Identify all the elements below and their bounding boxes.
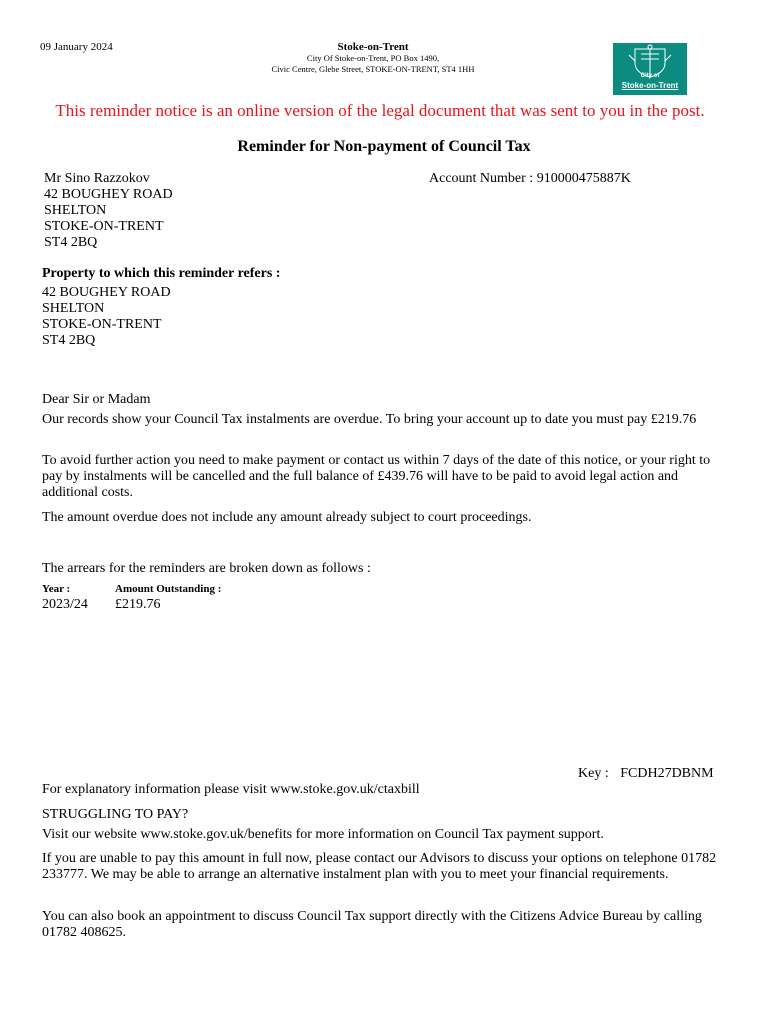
account-number-label: Account Number : xyxy=(429,171,534,186)
logo-text-main: Stoke-on-Trent xyxy=(621,81,679,90)
account-number xyxy=(429,171,631,187)
recipient-address xyxy=(44,171,173,251)
account-number-value: 910000475887K xyxy=(536,171,631,186)
property-address xyxy=(42,285,171,349)
explanatory-info: For explanatory information please visit www.stoke.gov.uk/ctaxbill xyxy=(42,782,420,797)
arrears-row-year: 2023/24 xyxy=(42,597,88,612)
citizens-advice-paragraph: You can also book an appointment to discuss Council Tax support directly with the Citizens Advice Bureau by calling 01782 408625. xyxy=(42,909,702,940)
arrears-intro: The arrears for the reminders are broken down as follows : xyxy=(42,561,371,576)
property-line3: STOKE-ON-TRENT xyxy=(42,317,162,332)
logo-text-small: City of xyxy=(640,73,660,79)
council-address-line2: Civic Centre, Glebe Street, STOKE-ON-TRENT, ST4 1HH xyxy=(271,64,475,74)
recipient-postcode: ST4 2BQ xyxy=(44,235,98,250)
overdue-paragraph: Our records show your Council Tax instalments are overdue. To bring your account up to date you must pay £219.76 xyxy=(42,412,697,427)
arrears-row-amount: £219.76 xyxy=(115,597,161,612)
online-version-notice: This reminder notice is an online version of the legal document that was sent to you in the post. xyxy=(55,101,705,120)
arrears-header-year: Year : xyxy=(42,583,71,595)
letter-date: 09 January 2024 xyxy=(40,41,113,53)
property-line2: SHELTON xyxy=(42,301,105,316)
court-proceedings-paragraph: The amount overdue does not include any amount already subject to court proceedings. xyxy=(42,510,532,525)
arrears-header-amount: Amount Outstanding : xyxy=(115,583,222,595)
advisors-paragraph: If you are unable to pay this amount in full now, please contact our Advisors to discuss your options on telephone 01782 233777. We may be able to arrange an alternative instalment plan with you to meet your financial requirements. xyxy=(42,851,717,882)
council-logo xyxy=(613,43,687,95)
council-header xyxy=(200,41,546,75)
key-label: Key : xyxy=(578,766,609,781)
recipient-line2: SHELTON xyxy=(44,203,107,218)
reference-key xyxy=(578,766,714,782)
recipient-line1: 42 BOUGHEY ROAD xyxy=(44,187,173,202)
salutation: Dear Sir or Madam xyxy=(42,392,151,407)
key-value: FCDH27DBNM xyxy=(620,766,714,781)
struggling-heading: STRUGGLING TO PAY? xyxy=(42,807,189,822)
recipient-line3: STOKE-ON-TRENT xyxy=(44,219,164,234)
council-address-line1: City Of Stoke-on-Trent, PO Box 1490, xyxy=(306,53,440,63)
page-title: Reminder for Non-payment of Council Tax xyxy=(237,138,531,155)
property-line1: 42 BOUGHEY ROAD xyxy=(42,285,171,300)
recipient-name: Mr Sino Razzokov xyxy=(44,171,150,186)
property-postcode: ST4 2BQ xyxy=(42,333,96,348)
benefits-info: Visit our website www.stoke.gov.uk/benefits for more information on Council Tax payment support. xyxy=(42,827,604,842)
further-action-paragraph: To avoid further action you need to make payment or contact us within 7 days of the date of this notice, or your right to pay by instalments will be cancelled and the full balance of £439.76 will have to be paid to avoid legal action and additional costs. xyxy=(42,453,711,500)
property-heading: Property to which this reminder refers : xyxy=(42,266,281,281)
council-name: Stoke-on-Trent xyxy=(337,41,409,53)
